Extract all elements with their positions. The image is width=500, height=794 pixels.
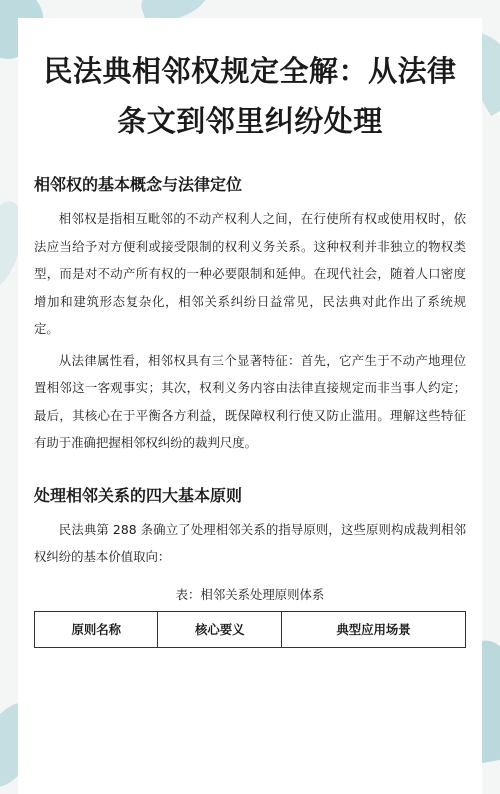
table-header-cell: 典型应用场景: [281, 611, 465, 647]
section-principles: [18, 483, 482, 648]
article-title: 民法典相邻权规定全解：从法律条文到邻里纠纷处理: [43, 54, 457, 138]
table-header-cell: 原则名称: [35, 611, 158, 647]
table-header-row: [35, 611, 466, 647]
section-heading: 相邻权的基本概念与法律定位: [34, 175, 243, 194]
table-caption: 表：相邻关系处理原则体系: [175, 586, 325, 602]
paragraph: 从法律属性看，相邻权具有三个显著特征：首先，它产生于不动产地理位置相邻这一客观事实；其次，权利义务内容由法律直接规定而非当事人约定；最后，其核心在于平衡各方利益，既保障权利行使又防止滥用。理解这些特征有助于准确把握相邻权纠纷的裁判尺度。: [34, 352, 466, 450]
section-heading: 处理相邻关系的四大基本原则: [34, 485, 243, 505]
article-card: [18, 18, 482, 794]
principles-table: [34, 611, 466, 648]
paragraph: 相邻权是指相互毗邻的不动产权利人之间，在行使所有权或使用权时，依法应当给予对方便利或接受限制的权利义务关系。这种权利并非独立的物权类型，而是对不动产所有权的一种必要限制和延伸。在现代社会，随着人口密度增加和建筑形态复杂化，相邻关系纠纷日益常见，民法典对此作出了系统规定。: [34, 211, 466, 336]
paragraph: 民法典第 288 条确立了处理相邻关系的指导原则，这些原则构成裁判相邻权纠纷的基本价值取向：: [34, 521, 466, 564]
section-concept: [18, 172, 482, 457]
table-header-cell: 核心要义: [158, 611, 281, 647]
